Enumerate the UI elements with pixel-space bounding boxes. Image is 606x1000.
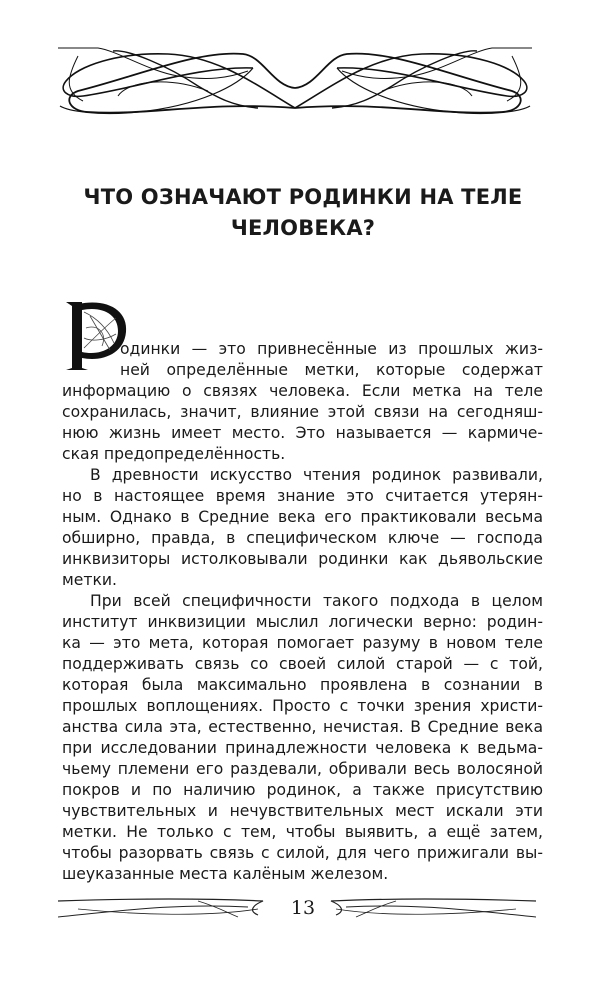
- text-line: чтобы разорвать связь с силой, для чего прижигали вы-: [62, 844, 543, 862]
- chapter-title-line: ЧЕЛОВЕКА?: [230, 216, 376, 240]
- text-line: чьему племени его раздевали, обривали весь волосяной: [62, 760, 543, 778]
- chapter-title-line: ЧТО ОЗНАЧАЮТ РОДИНКИ НА ТЕЛЕ: [83, 185, 523, 209]
- text-line: сохранилась, значит, влияние этой связи на сегодняш-: [62, 403, 543, 421]
- text-line: чувствительных и нечувствительных мест искали эти: [62, 802, 543, 820]
- text-line: ным. Однако в Средние века его практиковали весьма: [62, 508, 543, 526]
- text-line: инквизиторы истолковывали родинки как дьявольские: [62, 550, 543, 568]
- text-line: анства сила эта, естественно, нечистая. В Средние века: [62, 718, 543, 736]
- text-line: покров и по наличию родинок, а также присутствию: [62, 781, 543, 799]
- page-number: 13: [290, 897, 316, 919]
- text-line: нюю жизнь имеет место. Это называется — кармиче-: [62, 424, 543, 442]
- text-line: одинки — это привнесённые из прошлых жиз-: [120, 340, 543, 358]
- text-line: но в настоящее время знание это считается утерян-: [62, 487, 543, 505]
- text-line: поддерживать связь со своей силой старой — с той,: [62, 655, 543, 673]
- text-line: институт инквизиции мыслил логически верно: родин-: [62, 613, 543, 631]
- text-line: В древности искусство чтения родинок развивали,: [90, 466, 543, 484]
- text-line: при исследовании принадлежности человека к ведьма-: [62, 739, 543, 757]
- text-line: ская предопределённость.: [62, 445, 286, 463]
- body-text: [62, 339, 543, 885]
- text-line: метки.: [62, 571, 117, 589]
- text-line: которая была максимально проявлена в сознании в: [62, 676, 543, 694]
- text-line: метки. Не только с тем, чтобы выявить, а ещё затем,: [62, 823, 543, 841]
- text-line: ка — это мета, которая помогает разуму в новом теле: [62, 634, 543, 652]
- text-line: информацию о связях человека. Если метка на теле: [62, 382, 543, 400]
- text-line: обширно, правда, в специфическом ключе — господа: [62, 529, 543, 547]
- chapter-title: [40, 182, 566, 244]
- text-line: При всей специфичности такого подхода в целом: [90, 592, 543, 610]
- text-line: прошлых воплощениях. Просто с точки зрения христи-: [62, 697, 543, 715]
- text-line: ней определённые метки, которые содержат: [120, 361, 543, 379]
- text-line: шеуказанные места калёным железом.: [62, 865, 389, 883]
- decorative-ornament-top: [58, 46, 532, 124]
